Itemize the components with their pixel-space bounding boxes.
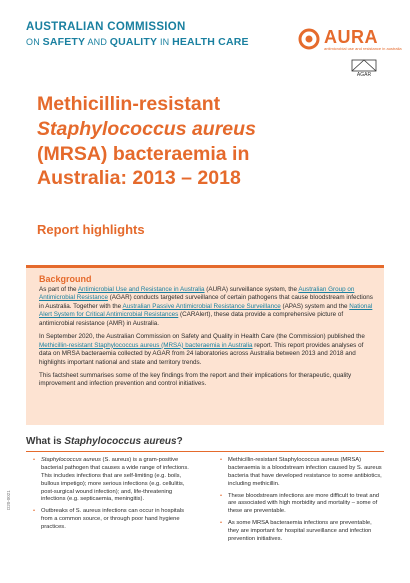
background-paragraph-1: As part of the Antimicrobial Use and Resistance in Australia (AURA) surveillance system, the Australian Group on Antimicrobial Resistance (AGAR) conducts targeted surveillance of certain pathogens that cause bloodstream infections in Australia. Together with the Australian Passive Antimicrobial Resistance Surveillance (APAS) system and the National Alert System for Critical Antimicrobial Resistances (CARAlert), these data provide a comprehensive picture of antimicrobial resistance (AMR) in Australia. <box>39 286 373 327</box>
aura-logo-text: AURA <box>324 27 378 47</box>
commission-name-line2: ON SAFETY AND QUALITY IN HEALTH CARE <box>26 35 249 48</box>
document-code: D20-0021 <box>6 490 11 510</box>
background-paragraph-2: In September 2020, the Australian Commission on Safety and Quality in Health Care (the Commission) published the Methicillin-resistant Staphylococcus aureus (MRSA) bacteraemia in Australia report. This report provides analyses of data on MRSA bacteraemia collected by AGAR from 24 laboratories across Australia between 2013 and 2018 and highlights important national and state and territory trends. <box>39 333 365 366</box>
aura-link[interactable]: Antimicrobial Use and Resistance in Australia <box>77 286 205 293</box>
mrsa-report-link[interactable]: Methicillin-resistant Staphylococcus aureus (MRSA) bacteraemia in Australia <box>39 341 253 349</box>
agar-label: AGAR <box>356 72 372 78</box>
agar-logo <box>349 58 379 78</box>
section-title-what-is-sa: What is Staphylococcus aureus? <box>26 436 183 447</box>
list-item: • Methicillin-resistant Staphylococcus aureus (MRSA) bacteraemia is a bloodstream infection caused by S. aureus bacteria that have developed resistance to some antibiotics, including methicillin. <box>220 457 382 489</box>
list-item: • These bloodstream infections are more difficult to treat and are associated with high morbidity and mortality – some of these are preventable. <box>220 493 382 517</box>
title-line-1: Methicillin-resistant <box>37 93 221 115</box>
list-item: • Outbreaks of S. aureus infections can occur in hospitals from a common source, or through poor hand hygiene practices. <box>33 508 195 532</box>
apas-link[interactable]: Australian Passive Antimicrobial Resistance Surveillance <box>122 302 281 310</box>
title-line-4: Australia: 2013 – 2018 <box>37 167 241 190</box>
title-line-2: Staphylococcus aureus <box>37 117 256 140</box>
sa-left-column <box>33 457 195 536</box>
agar-link[interactable]: Australian Group on Antimicrobial Resistance <box>39 286 355 302</box>
agar-mark-icon <box>349 58 379 72</box>
list-item: • Staphylococcus aureus (S. aureus) is a gram-positive bacterial pathogen that causes a wide range of infections. This includes infections that are self-limiting (e.g. boils, bullous impetigo); more serious infections (e.g. cellulitis, post-surgical wound infection); and, life-threatening infections (e.g. septicaemia, meningitis). <box>33 457 195 504</box>
report-highlights-subtitle: Report highlights <box>37 222 145 237</box>
aura-tagline: antimicrobial use and resistance in australia <box>324 46 402 51</box>
commission-logo <box>26 22 249 47</box>
list-item: • As some MRSA bacteraemia infections are preventable, they are important for hospital surveillance and infection prevention initiatives. <box>220 520 382 544</box>
commission-name-line1: AUSTRALIAN COMMISSION <box>26 21 186 33</box>
page-title <box>37 92 377 191</box>
sa-right-column <box>220 457 382 548</box>
section-divider <box>26 451 384 452</box>
title-line-3: (MRSA) bacteraemia in <box>37 142 250 165</box>
page-header <box>0 0 410 80</box>
aura-logo <box>298 26 402 52</box>
aura-ring-icon <box>298 28 320 50</box>
background-paragraph-3: This factsheet summarises some of the key findings from the report and their implications for therapeutic, quality improvement and infection prevention and control initiatives. <box>39 371 352 388</box>
caralert-link[interactable]: National Alert System for Critical Antimicrobial Resistances <box>39 302 373 319</box>
background-heading: Background <box>39 274 92 284</box>
background-box <box>26 265 384 425</box>
